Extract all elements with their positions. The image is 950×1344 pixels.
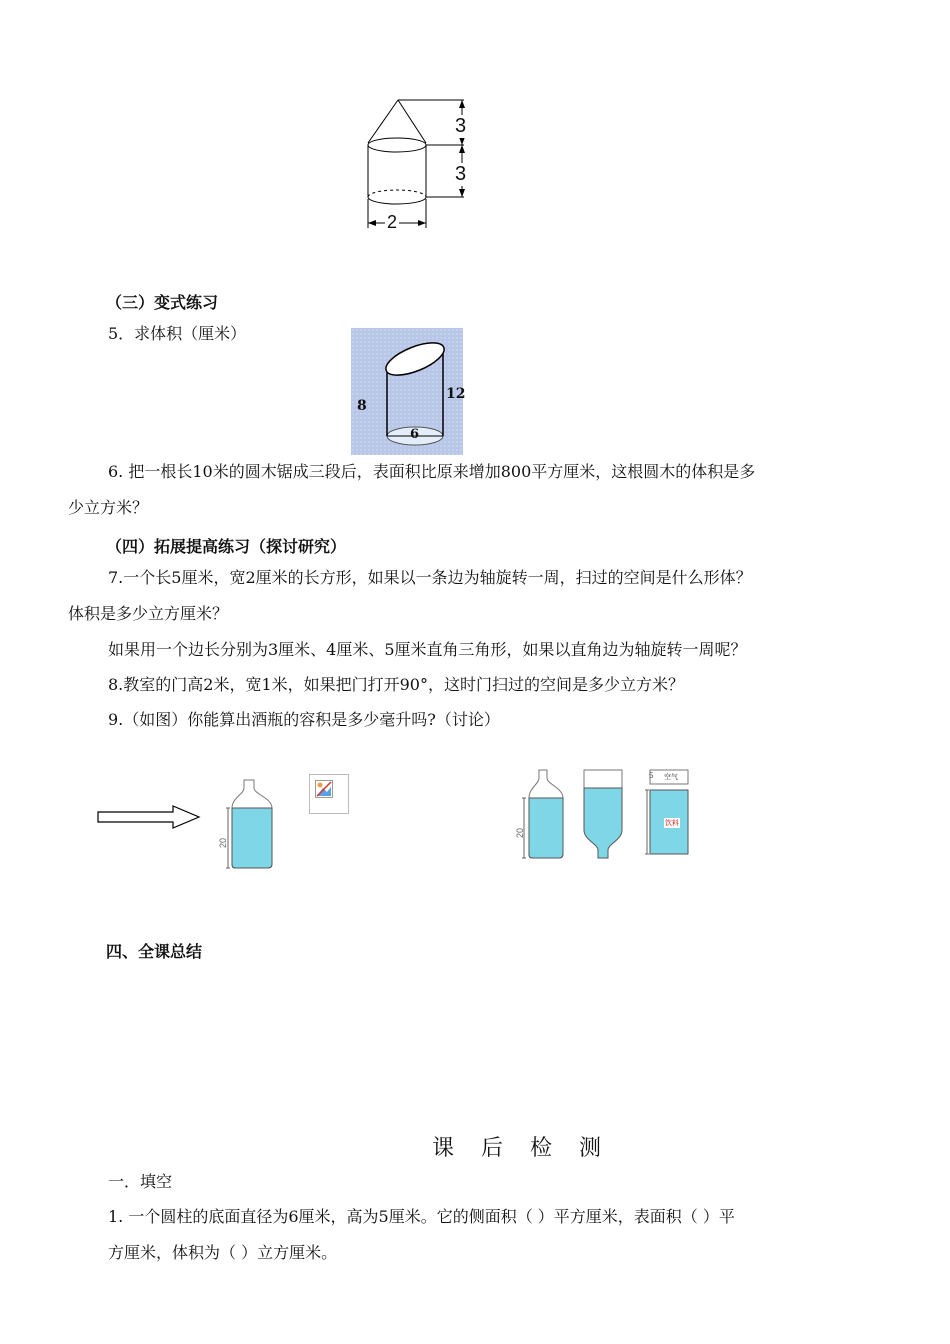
bottle-figure [218,778,280,870]
question-7-line1: 7.一个长5厘米，宽2厘米的长方形，如果以一条边为轴旋转一周，扫过的空间是什么形体？ [108,568,752,587]
bottle-inverted-figure [580,768,626,862]
question-5-text: 5．求体积（厘米） [108,324,247,343]
test-question-1-line2: 方厘米，体积为（ ）立方厘米。 [108,1243,338,1262]
test-question-1-line1: 1. 一个圆柱的底面直径为6厘米，高为5厘米。它的侧面积（ ）平方厘米，表面积（ ）平 [108,1207,735,1226]
question-7-line2: 体积是多少立方厘米？ [68,604,229,623]
cone-height-label: 3 [455,115,467,137]
upright-height-label: 20 [515,827,526,839]
right-arrow-icon [97,805,201,829]
left-height-label: 8 [357,398,367,414]
test-title: 课 后 检 测 [432,1136,611,1161]
fill-heading: 一．填空 [108,1172,173,1191]
gap-label: 5 [649,771,654,780]
base-diameter-label: 6 [410,427,420,442]
section-4-heading: （四）拓展提高练习（探讨研究） [106,537,347,556]
question-6-line1: 6. 把一根长10米的圆木锯成三段后，表面积比原来增加800平方厘米，这根圆木的体积是多 [108,462,756,481]
slanted-cylinder-figure [351,328,466,455]
air-label: 空气 [664,774,678,781]
section-3-heading: （三）变式练习 [106,293,219,312]
liquid-label: 饮料 [665,820,679,827]
question-7-line3: 如果用一个边长分别为3厘米、4厘米、5厘米直角三角形，如果以直角边为轴旋转一周呢？ [108,640,747,659]
question-9-text: 9.（如图）你能算出酒瓶的容积是多少毫升吗?（讨论） [108,710,500,729]
bottle-upright-figure [517,768,573,860]
summary-heading: 四、全课总结 [106,942,203,961]
question-6-line2: 少立方米？ [68,498,149,517]
bottle-height-label: 20 [218,837,229,849]
broken-image-icon [309,774,349,814]
diameter-label: 2 [387,212,398,232]
cylinder-height-label: 3 [455,163,467,185]
question-8-text: 8.教室的门高2米，宽1米，如果把门打开90°，这时门扫过的空间是多少立方米？ [108,675,684,694]
right-height-label: 12 [446,386,466,402]
